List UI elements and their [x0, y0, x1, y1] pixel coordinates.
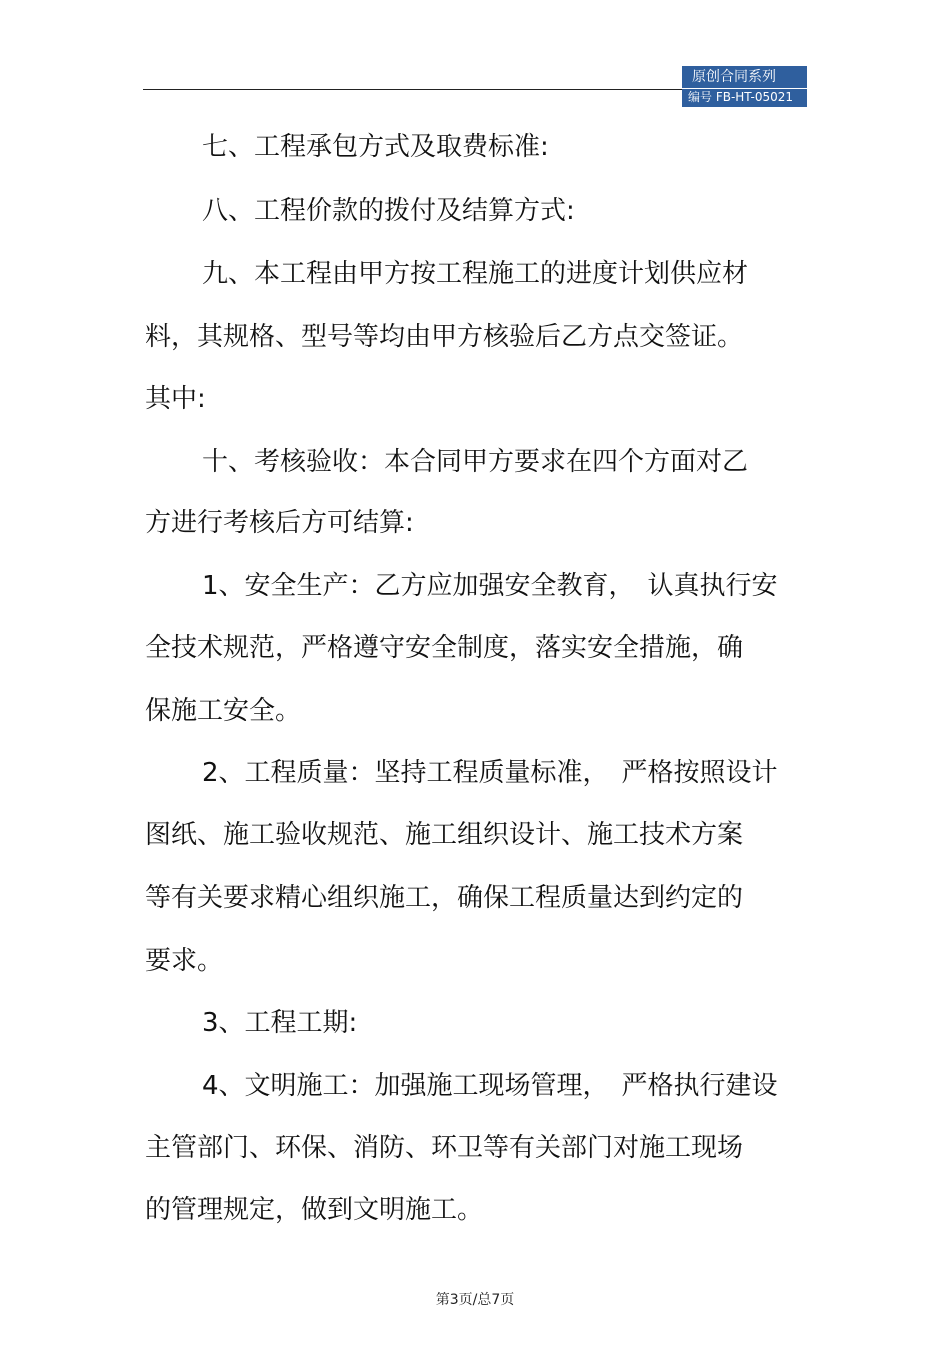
clause-7: 七、工程承包方式及取费标准: — [202, 132, 549, 162]
item-2-line-3: 等有关要求精心组织施工，确保工程质量达到约定的 — [145, 883, 744, 913]
item-2-line-2: 图纸、施工验收规范、施工组织设计、施工技术方案 — [145, 820, 744, 850]
clause-9-line-2: 料，其规格、型号等均由甲方核验后乙方点交签证。 — [145, 322, 744, 352]
item-2-line-1: 2、工程质量：坚持工程质量标准， 严格按照设计 — [202, 758, 778, 788]
clause-9-line-1: 九、本工程由甲方按工程施工的进度计划供应材 — [202, 259, 749, 289]
item-4-line-3: 的管理规定，做到文明施工。 — [145, 1195, 484, 1225]
item-1-line-1: 1、安全生产：乙方应加强安全教育， 认真执行安 — [202, 571, 778, 601]
item-2-line-4: 要求。 — [145, 946, 224, 976]
clause-8: 八、工程价款的拨付及结算方式: — [202, 196, 575, 226]
series-title: 原创合同系列 — [692, 69, 776, 85]
document-code: 编号 FB-HT-05021 — [688, 90, 794, 104]
page-number: 第3页/总7页 — [435, 1292, 515, 1308]
item-4-line-1: 4、文明施工：加强施工现场管理， 严格执行建设 — [202, 1071, 778, 1101]
clause-10-line-1: 十、考核验收：本合同甲方要求在四个方面对乙 — [202, 447, 749, 477]
item-3: 3、工程工期: — [202, 1008, 358, 1038]
item-1-line-2: 全技术规范，严格遵守安全制度，落实安全措施，确 — [145, 633, 744, 663]
item-1-line-3: 保施工安全。 — [145, 696, 302, 726]
clause-9-line-3: 其中: — [145, 384, 206, 414]
clause-10-line-2: 方进行考核后方可结算: — [145, 508, 414, 538]
item-4-line-2: 主管部门、环保、消防、环卫等有关部门对施工现场 — [145, 1133, 744, 1163]
